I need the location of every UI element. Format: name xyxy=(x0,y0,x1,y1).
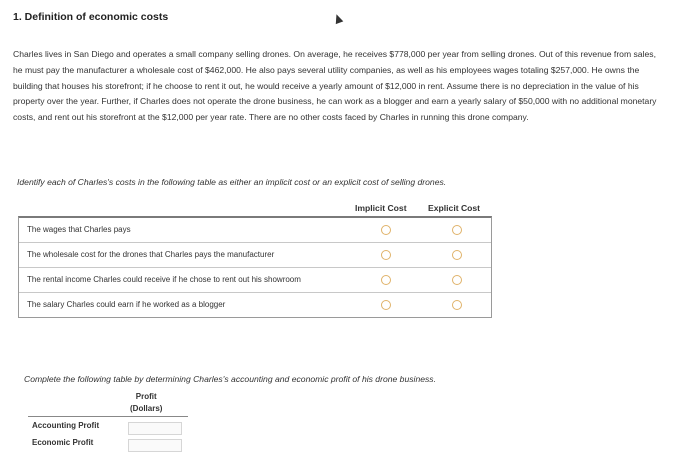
table-row xyxy=(19,292,491,317)
row-label: The rental income Charles could receive if he chose to rent out his showroom xyxy=(27,275,301,284)
row-label: The wages that Charles pays xyxy=(27,225,131,234)
profit-header-line1: Profit xyxy=(135,392,157,401)
explicit-cost-radio[interactable] xyxy=(452,275,462,285)
explicit-cost-radio[interactable] xyxy=(452,225,462,235)
row-label: The wholesale cost for the drones that Charles pays the manufacturer xyxy=(27,250,275,259)
profit-column-header xyxy=(130,391,162,415)
explicit-cost-radio[interactable] xyxy=(452,300,462,310)
economic-profit-input[interactable] xyxy=(128,439,182,452)
implicit-cost-radio[interactable] xyxy=(381,250,391,260)
table-row xyxy=(19,242,491,267)
header-divider xyxy=(28,416,188,417)
accounting-profit-label: Accounting Profit xyxy=(32,421,100,430)
economic-profit-label: Economic Profit xyxy=(32,438,94,447)
question-paragraph: Charles lives in San Diego and operates a small company selling drones. On average, he receives $778,000 per year from selling drones. Out of this revenue from sales, he must pay the manufacturer a wholesale cost of $462,000. He also pays several utility companies, as well as his employees wages totaling $257,000. He owns the building that houses his storefront; if he choose to rent it out, he would receive a yearly amount of $12,000 in rent. Assume there is no depreciation in the value of his property over the year. Further, if Charles does not operate the drone business, he can work as a blogger and earn a yearly salary of $50,000 with no additional monetary costs, and rent out his storefront at the $12,000 per year rate. There are no other costs faced by Charles in running this drone company. xyxy=(13,49,657,123)
implicit-cost-radio[interactable] xyxy=(381,300,391,310)
table-row xyxy=(19,218,491,242)
implicit-cost-header: Implicit Cost xyxy=(355,203,407,213)
table-row xyxy=(19,267,491,292)
explicit-cost-header: Explicit Cost xyxy=(428,203,481,213)
question-title: 1. Definition of economic costs xyxy=(13,11,169,23)
cost-table-instruction: Identify each of Charles's costs in the following table as either an implicit cost or an explicit cost of selling drones. xyxy=(17,177,447,187)
profit-table-instruction: Complete the following table by determining Charles's accounting and economic profit of his drone business. xyxy=(24,374,436,384)
cost-classification-table xyxy=(18,200,492,318)
mouse-cursor-icon xyxy=(333,13,344,24)
cost-table-header xyxy=(18,200,492,216)
profit-header-line2: (Dollars) xyxy=(130,404,163,413)
accounting-profit-input[interactable] xyxy=(128,422,182,435)
implicit-cost-radio[interactable] xyxy=(381,225,391,235)
explicit-cost-radio[interactable] xyxy=(452,250,462,260)
row-label: The salary Charles could earn if he worked as a blogger xyxy=(27,300,226,309)
implicit-cost-radio[interactable] xyxy=(381,275,391,285)
cost-table-body xyxy=(18,216,492,318)
